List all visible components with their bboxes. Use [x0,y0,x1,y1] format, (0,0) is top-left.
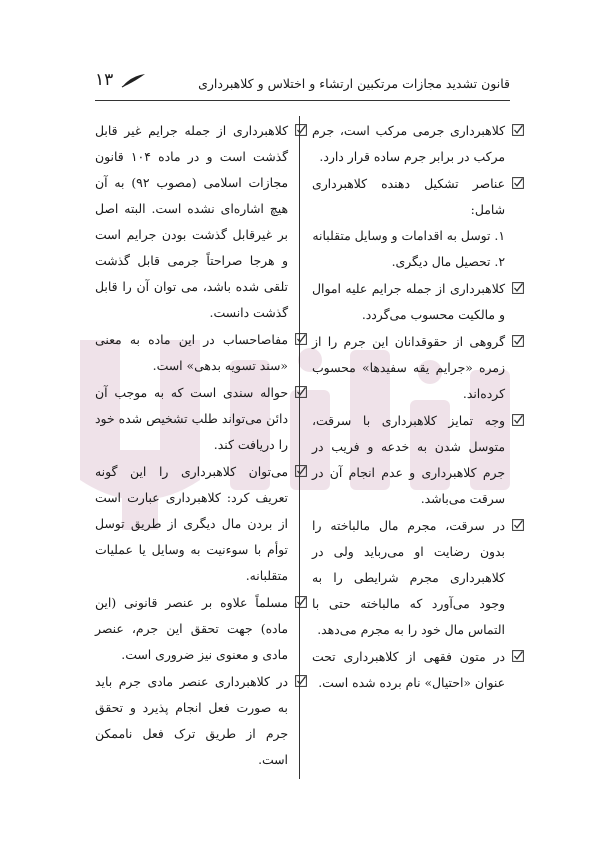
bullet-text: در کلاهبرداری عنصر مادی جرم باید به صورت فعل انجام پذیرد و تحقق جرم از طریق ترک فعل ناممکن است. [95,674,288,767]
bullet-text: وجه تمایز کلاهبرداری با سرقت، متوسل شدن به خدعه و فریب در جرم کلاهبرداری و عدم انجام آن در سرقت می‌باشد. [312,413,505,506]
sub-item: ۱. توسل به اقدامات و وسایل متقلبانه [312,228,505,243]
bullet-text: گروهی از حقوقدانان این جرم را از زمره «جرایم یقه سفیدها» محسوب کرده‌اند. [312,334,505,401]
checkbox-checked-icon [512,414,524,426]
right-column [312,118,524,696]
header-title: قانون تشدید مجازات مرتکبین ارتشاء و اختلاس و کلاهبرداری [198,76,510,91]
bullet-item [95,590,307,668]
bullet-item [95,380,307,458]
bullet-text: مسلماً علاوه بر عنصر قانونی (این ماده) جهت تحقق این جرم، عنصر مادی و معنوی نیز ضروری است. [95,595,288,662]
bullet-item [312,408,524,512]
pen-nib-icon [121,72,147,88]
running-header [95,64,510,98]
bullet-item [312,276,524,328]
bullet-text: حواله سندی است که به موجب آن دائن می‌تواند طلب تشخیص شده خود را دریافت کند. [95,385,288,452]
bullet-item [312,513,524,643]
bullet-text: کلاهبرداری از جمله جرایم غیر قابل گذشت است و در ماده ۱۰۴ قانون مجازات اسلامی (مصوب ۹۲) به آن هیچ اشاره‌ای نشده است. البته اصل بر غیرقابل گذشت بودن جرایم است و هرجا صراحتاً جرمی قابل گذشت تلقی شده باشد، می توان آن را قابل گذشت دانست. [95,123,288,320]
bullet-text: عناصر تشکیل دهنده کلاهبرداری شامل: [312,176,505,217]
bullet-text: می‌توان کلاهبرداری را این گونه تعریف کرد: کلاهبرداری عبارت است از بردن مال دیگری از طریق توسل توأم با سوءنیت به وسایل یا عملیات متقلبانه. [95,464,288,583]
checkbox-checked-icon [512,282,524,294]
checkbox-checked-icon [512,335,524,347]
header-rule [95,100,510,101]
sub-item: ۲. تحصیل مال دیگری. [391,254,505,269]
checkbox-checked-icon [512,519,524,531]
checkbox-checked-icon [512,124,524,136]
bullet-item [312,118,524,170]
checkbox-checked-icon [295,124,307,136]
bullet-text: در سرقت، مجرم مال مالباخته را بدون رضایت او می‌رباید ولی در کلاهبرداری مجرم شرایطی را به وجود می‌آورد که مالباخته حتی با التماس مال خود را به مجرم می‌دهد. [312,518,505,637]
bullet-item [95,118,307,326]
bullet-text: مفاصاحساب در این ماده به معنی «سند تسویه بدهی» است. [95,332,288,373]
bullet-item [95,327,307,379]
bullet-text: کلاهبرداری جرمی مرکب است، جرم مرکب در برابر جرم ساده قرار دارد. [312,123,505,164]
checkbox-checked-icon [295,333,307,345]
checkbox-checked-icon [512,650,524,662]
bullet-text: کلاهبرداری از جمله جرایم علیه اموال و مالکیت محسوب می‌گردد. [312,281,505,322]
checkbox-checked-icon [295,465,307,477]
bullet-item [312,644,524,696]
bullet-item [312,329,524,407]
checkbox-checked-icon [295,596,307,608]
checkbox-checked-icon [295,675,307,687]
checkbox-checked-icon [512,177,524,189]
left-column [95,118,307,773]
bullet-item [95,459,307,589]
bullet-item [95,669,307,773]
bullet-text: در متون فقهی از کلاهبرداری تحت عنوان «احتیال» نام برده شده است. [312,649,505,690]
checkbox-checked-icon [295,386,307,398]
page-number: ۱۳ [95,70,114,90]
bullet-item [312,171,524,275]
